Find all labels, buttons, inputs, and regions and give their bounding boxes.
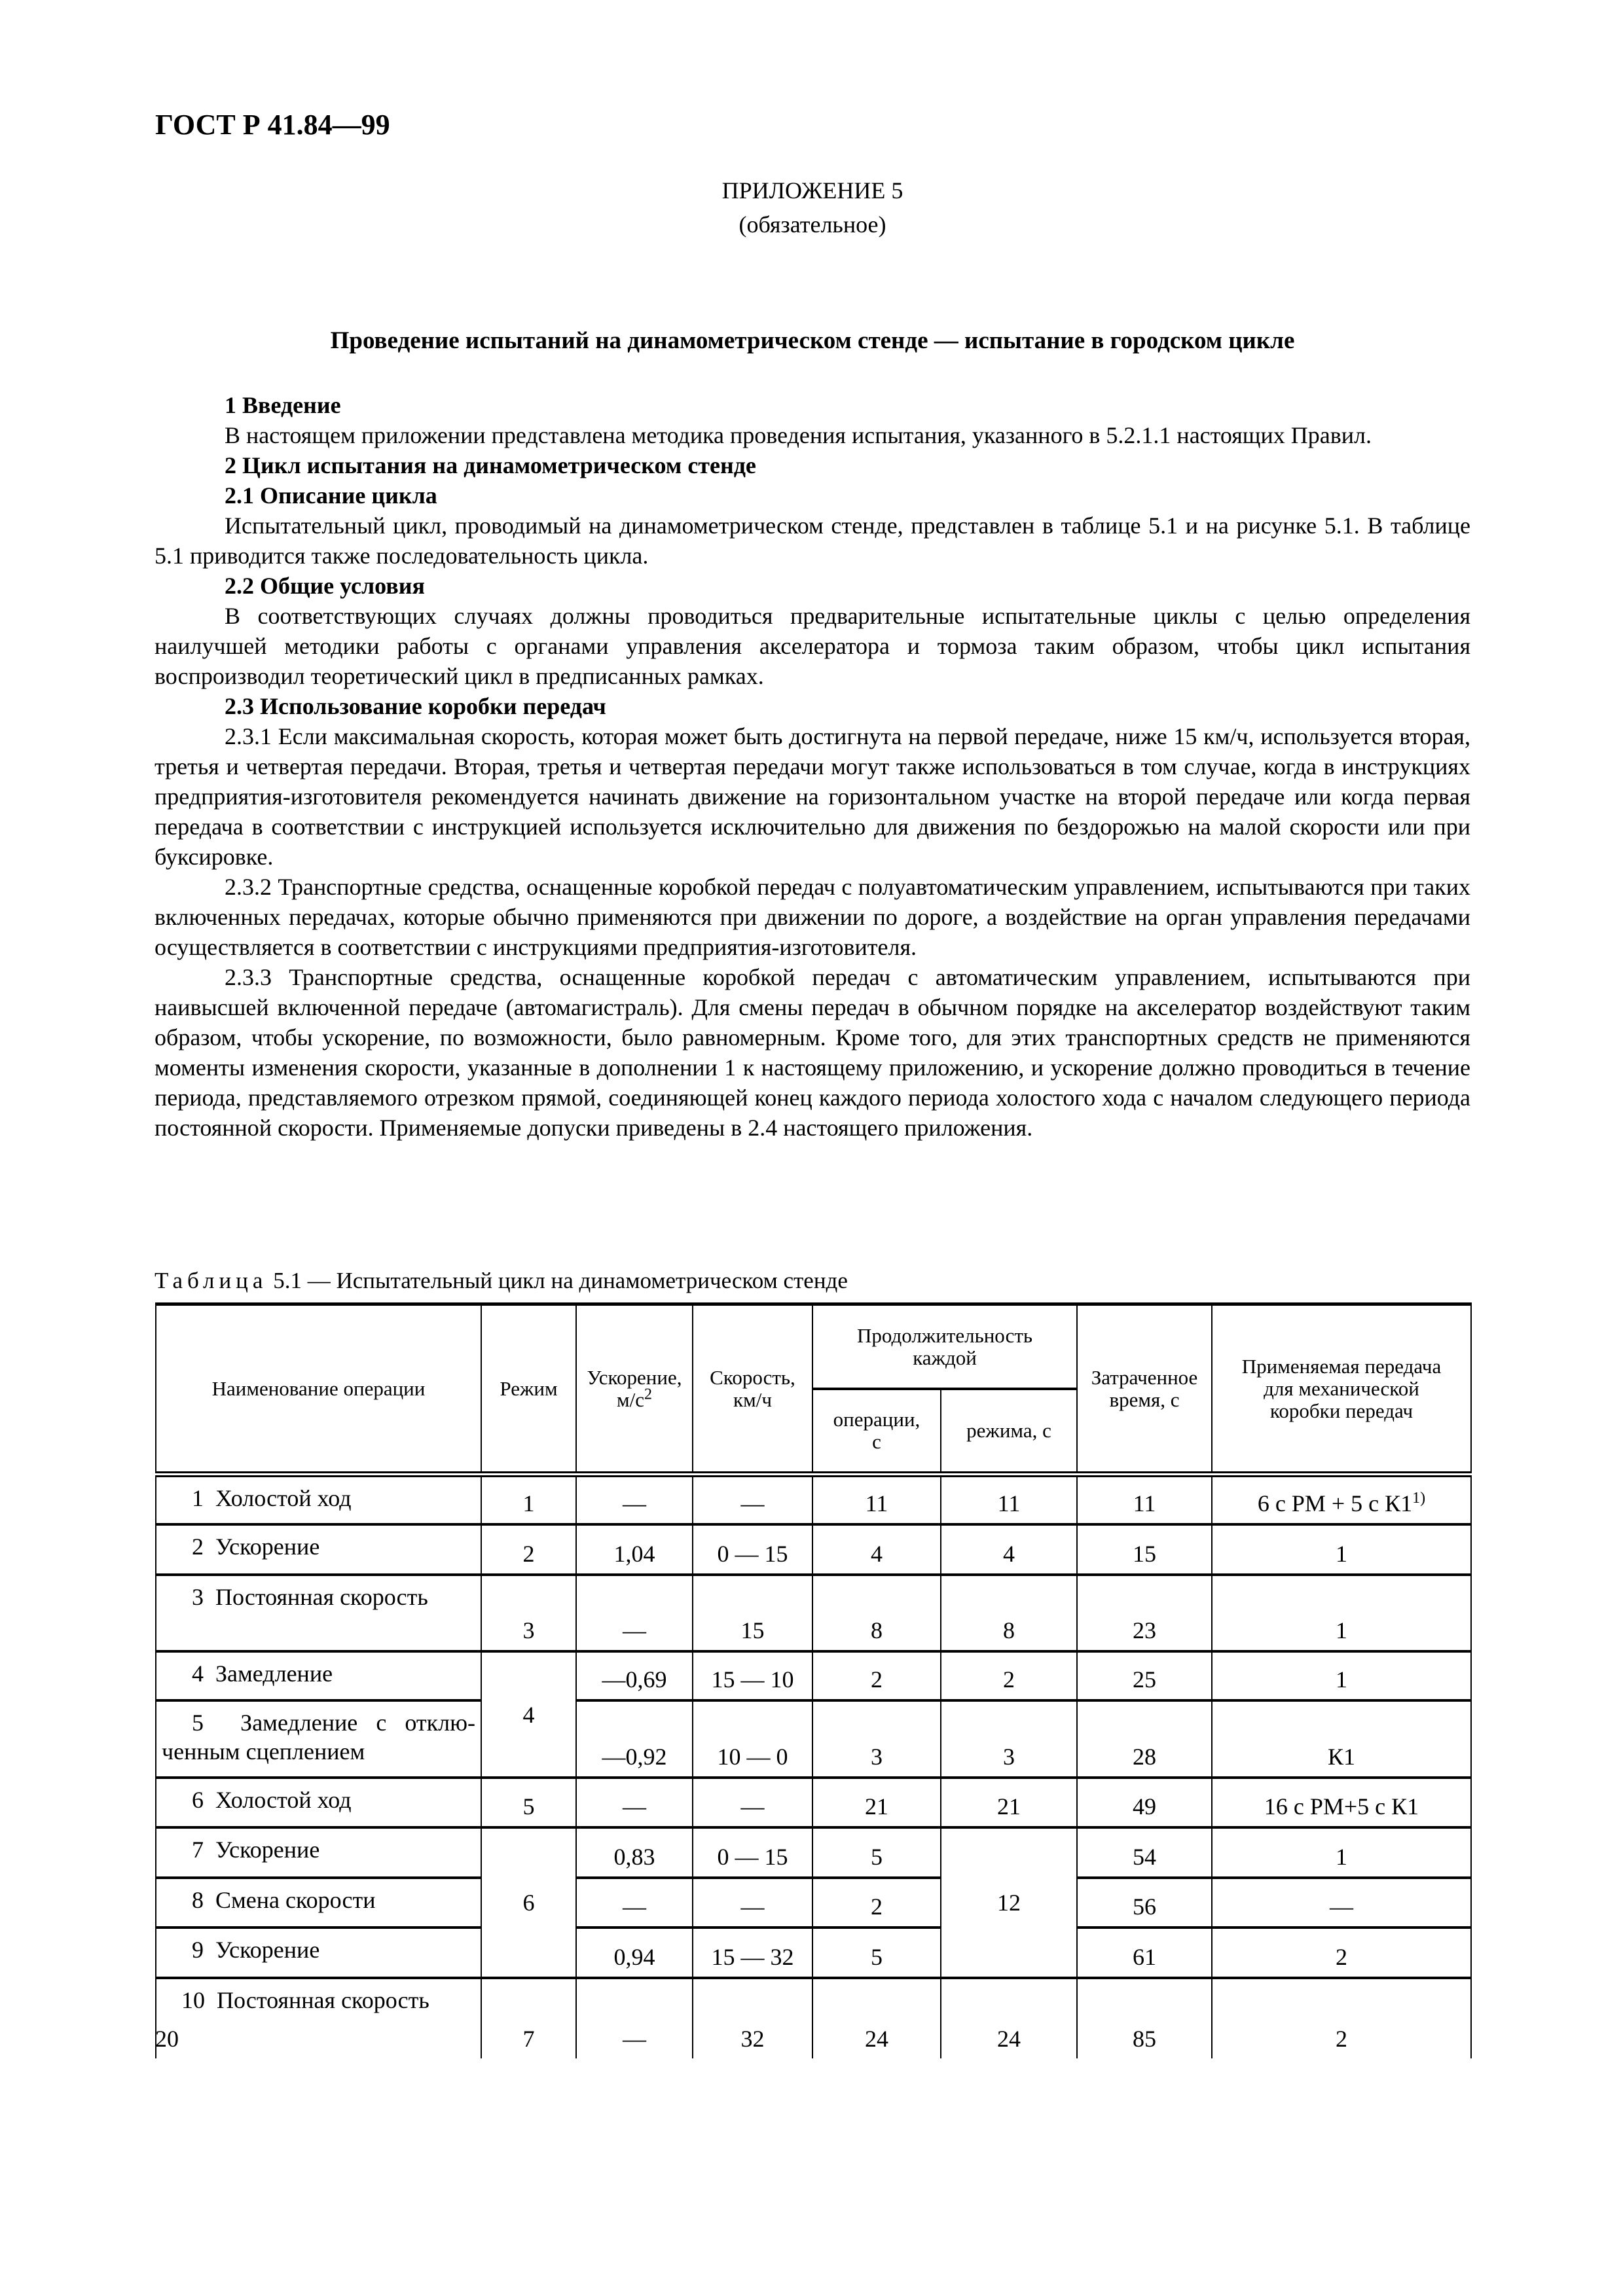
acceleration-cell: 0,94 [576, 1928, 693, 1978]
gear-cell: — [1212, 1878, 1471, 1928]
gear-cell: 1 [1212, 1524, 1471, 1575]
operation-name [156, 1827, 481, 1878]
operation-name [156, 1928, 481, 1978]
acceleration-cell: — [576, 1978, 693, 2058]
operation-number: 8 [192, 1887, 204, 1913]
header-acceleration-superscript: 2 [644, 1386, 652, 1403]
operation-name [156, 1700, 481, 1778]
section-heading-2-2: 2.2 Общие условия [225, 573, 425, 599]
operation-name [156, 1978, 481, 2058]
page-title: Проведение испытаний на динамометрическом стенде — испытание в городском цикле [330, 327, 1295, 354]
header-mode: Режим [481, 1304, 576, 1475]
section-heading-2: 2 Цикл испытания на динамометрическом стенде [225, 452, 756, 478]
gear-cell: 1 [1212, 1651, 1471, 1700]
operation-number: 6 [192, 1787, 204, 1813]
paragraph-2-3-3: 2.3.3 Транспортные средства, оснащенные коробкой передач с автоматическим управлением, испытываются при наивысшей включенной передаче (автомагистраль). Для смены передач в обычном порядке на акселератор воздействуют таким образом, чтобы ускорение, по возможности, было равномерным. Кроме того, для этих транспортных средств не применяются моменты изменения скорости, указанные в дополнении 1 к настоящему приложению, и ускорение должно проводиться в течение периода, представляемого отрезком прямой, соединяющей конец каждого периода холостого хода с началом следующего периода постоянной скорости. Применяемые допуски приведены в 2.4 настоящего приложения. [155, 964, 1470, 1141]
operation-duration-cell: 4 [812, 1524, 941, 1575]
table-row [156, 1475, 1471, 1525]
mode-duration-cell: 3 [941, 1700, 1077, 1778]
body-text [155, 390, 1470, 1143]
table-row [156, 1928, 1471, 1978]
table-row [156, 1575, 1471, 1651]
section-heading-2-1: 2.1 Описание цикла [225, 482, 437, 509]
table-caption [155, 1266, 848, 1296]
mode-duration-cell: 2 [941, 1651, 1077, 1700]
elapsed-time-cell: 25 [1077, 1651, 1212, 1700]
footnote-marker: 1) [1412, 1490, 1426, 1507]
section-heading-1: 1 Введение [225, 392, 341, 418]
gear-cell: 2 [1212, 1928, 1471, 1978]
table-row [156, 1778, 1471, 1827]
elapsed-time-cell: 28 [1077, 1700, 1212, 1778]
header-duration-operation: операции, с [812, 1389, 941, 1475]
acceleration-cell: —0,92 [576, 1700, 693, 1778]
elapsed-time-cell: 61 [1077, 1928, 1212, 1978]
operation-name [156, 1778, 481, 1827]
mode-duration-cell: 24 [941, 1978, 1077, 2058]
operation-label: Ускорение [215, 1837, 320, 1863]
acceleration-cell: —0,69 [576, 1651, 693, 1700]
operation-label: Ускорение [215, 1937, 320, 1963]
mode-duration-cell: 11 [941, 1475, 1077, 1525]
elapsed-time-cell: 15 [1077, 1524, 1212, 1575]
header-gear: Применяемая передача для механической коробки передач [1212, 1304, 1471, 1475]
mode-cell: 3 [481, 1575, 576, 1651]
table-row [156, 1827, 1471, 1878]
operation-duration-cell: 21 [812, 1778, 941, 1827]
mode-duration-cell: 12 [941, 1827, 1077, 1978]
operation-number: 9 [192, 1937, 204, 1963]
elapsed-time-cell: 49 [1077, 1778, 1212, 1827]
acceleration-cell: — [576, 1575, 693, 1651]
operation-name [156, 1575, 481, 1651]
operation-number: 2 [192, 1534, 204, 1560]
gear-cell: 1 [1212, 1827, 1471, 1878]
header-duration-mode: режима, с [941, 1389, 1077, 1475]
mode-cell: 6 [481, 1827, 576, 1978]
appendix-status: (обязательное) [739, 211, 886, 238]
speed-cell: — [693, 1475, 812, 1525]
operation-duration-cell: 24 [812, 1978, 941, 2058]
appendix-label: ПРИЛОЖЕНИЕ 5 [721, 177, 903, 204]
operation-duration-cell: 11 [812, 1475, 941, 1525]
operation-duration-cell: 2 [812, 1651, 941, 1700]
table-row [156, 1651, 1471, 1700]
operation-number: 3 [192, 1584, 204, 1610]
mode-duration-cell: 4 [941, 1524, 1077, 1575]
operation-duration-cell: 2 [812, 1878, 941, 1928]
header-operation: Наименование операции [156, 1304, 481, 1475]
acceleration-cell: — [576, 1475, 693, 1525]
operation-duration-cell: 8 [812, 1575, 941, 1651]
operation-duration-cell: 3 [812, 1700, 941, 1778]
operation-label: Холостой ход [215, 1485, 352, 1511]
operation-number: 1 [192, 1485, 204, 1511]
paragraph-2-3-2: 2.3.2 Транспортные средства, оснащенные коробкой передач с полуавтоматическим управлением, испытываются при таких включенных передачах, которые обычно применяются при движении по дороге, а воздействие на орган управления передачами осуществляется в соответствии с инструкциями предприятия-изготовителя. [155, 874, 1470, 960]
mode-cell: 7 [481, 1978, 576, 2058]
table-row [156, 1524, 1471, 1575]
speed-cell: 0 — 15 [693, 1524, 812, 1575]
gear-cell: 2 [1212, 1978, 1471, 2058]
table-caption-label: Таблица [155, 1268, 268, 1293]
header-speed: Скорость, км/ч [693, 1304, 812, 1475]
mode-cell: 4 [481, 1651, 576, 1778]
mode-duration-cell: 21 [941, 1778, 1077, 1827]
document-id: ГОСТ Р 41.84—99 [155, 109, 390, 141]
elapsed-time-cell: 56 [1077, 1878, 1212, 1928]
speed-cell: 10 — 0 [693, 1700, 812, 1778]
speed-cell: 15 — 32 [693, 1928, 812, 1978]
acceleration-cell: 0,83 [576, 1827, 693, 1878]
table-row [156, 1878, 1471, 1928]
page-number: 20 [155, 2026, 179, 2052]
speed-cell: 32 [693, 1978, 812, 2058]
table-row [156, 1978, 1471, 2058]
mode-cell: 5 [481, 1778, 576, 1827]
operation-number: 4 [192, 1660, 204, 1687]
mode-duration-cell: 8 [941, 1575, 1077, 1651]
elapsed-time-cell: 23 [1077, 1575, 1212, 1651]
gear-cell: 16 с РМ+5 с К1 [1212, 1778, 1471, 1827]
operation-name [156, 1524, 481, 1575]
operation-number: 7 [192, 1837, 204, 1863]
elapsed-time-cell: 11 [1077, 1475, 1212, 1525]
operation-duration-cell: 5 [812, 1928, 941, 1978]
header-elapsed-time: Затраченное время, с [1077, 1304, 1212, 1475]
operation-number: 10 [181, 1987, 205, 2013]
appendix-header [155, 173, 1470, 243]
operation-name [156, 1878, 481, 1928]
gear-cell [1212, 1475, 1471, 1525]
speed-cell: — [693, 1778, 812, 1827]
speed-cell: 15 [693, 1575, 812, 1651]
paragraph-cycle-description: Испытательный цикл, проводимый на динамометрическом стенде, представлен в таблице 5.1 и на рисунке 5.1. В таблице 5.1 приводится также последовательность цикла. [155, 512, 1470, 569]
operation-label: Постоянная скорость [215, 1584, 428, 1610]
mode-cell: 2 [481, 1524, 576, 1575]
speed-cell: — [693, 1878, 812, 1928]
elapsed-time-cell: 54 [1077, 1827, 1212, 1878]
speed-cell: 15 — 10 [693, 1651, 812, 1700]
operation-label: Холостой ход [215, 1787, 352, 1813]
section-heading-2-3: 2.3 Использование коробки передач [225, 693, 606, 719]
elapsed-time-cell: 85 [1077, 1978, 1212, 2058]
operation-name [156, 1475, 481, 1525]
speed-cell: 0 — 15 [693, 1827, 812, 1878]
paragraph-2-3-1: 2.3.1 Если максимальная скорость, которая может быть достигнута на первой передаче, ниже 15 км/ч, используется вторая, третья и четвертая передачи. Вторая, третья и четвертая передачи могут также использоваться в том случае, когда в инструкциях предприятия-изготовителя рекомендуется начинать движение на горизонтальном участке на второй передаче или когда первая передача в соответствии с инструкцией используется исключительно для движения по бездорожью на малой скорости или при буксировке. [155, 723, 1470, 870]
gear-cell: К1 [1212, 1700, 1471, 1778]
operation-label: Смена скорости [215, 1887, 376, 1913]
gear-cell: 1 [1212, 1575, 1471, 1651]
paragraph-intro: В настоящем приложении представлена методика проведения испытания, указанного в 5.2.1.1 настоящих Правил. [225, 422, 1372, 448]
operation-name [156, 1651, 481, 1700]
operation-number: 5 [192, 1710, 204, 1736]
acceleration-cell: — [576, 1878, 693, 1928]
paragraph-general-conditions: В соответствующих случаях должны проводиться предварительные испытательные циклы с целью определения наилучшей методики работы с органами управления акселератора и тормоза таким образом, чтобы цикл испытания воспроизводил теоретический цикл в предписанных рамках. [155, 603, 1470, 689]
header-duration-group: Продолжительность каждой [812, 1304, 1077, 1390]
acceleration-cell: — [576, 1778, 693, 1827]
header-acceleration [576, 1304, 693, 1475]
gear-value: 6 с РМ + 5 с К1 [1257, 1490, 1413, 1516]
table-row [156, 1700, 1471, 1778]
operation-label: Ускорение [215, 1534, 320, 1560]
acceleration-cell: 1,04 [576, 1524, 693, 1575]
operation-label: Замедление [215, 1660, 333, 1687]
mode-cell: 1 [481, 1475, 576, 1525]
test-cycle-table [155, 1302, 1472, 2058]
operation-label: Замедление с отключенным сцеплением [162, 1710, 475, 1765]
header-acceleration-text: Ускорение, м/с [587, 1365, 682, 1411]
table-caption-text: 5.1 — Испытательный цикл на динамометрическом стенде [273, 1268, 848, 1293]
operation-label: Постоянная скорость [217, 1987, 429, 2013]
operation-duration-cell: 5 [812, 1827, 941, 1878]
